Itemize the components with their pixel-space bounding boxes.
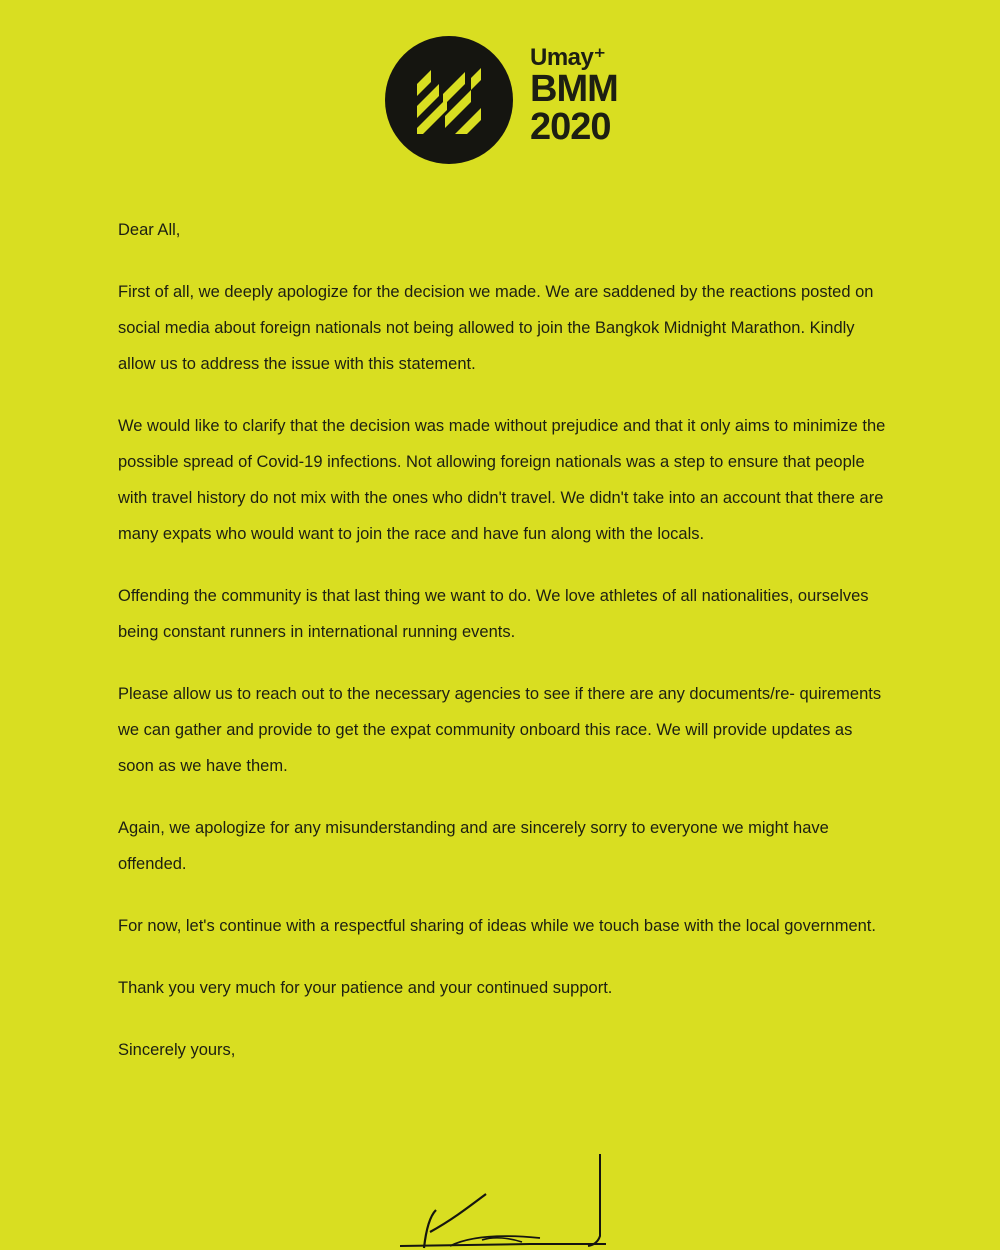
closing: Sincerely yours, [118, 1041, 236, 1059]
paragraph-7: Thank you very much for your patience and your continued support. [118, 979, 613, 997]
logo-line-1: BMM [530, 68, 618, 110]
logo-brand: Umay⁺ [530, 44, 606, 71]
paragraph-2: We would like to clarify that the decision was made without prejudice and that it only aims to minimize the possible spread of Covid-19 infections. Not allowing foreign nationals was a step to ensure that people with travel history do not mix with the ones who didn't travel. We didn't take into an account that there are many expats who would want to join the race and have fun along with the locals. [118, 417, 886, 543]
bmm-logo [383, 34, 623, 166]
logo-line-2: 2020 [530, 106, 611, 148]
paragraph-3: Offending the community is that last thing we want to do. We love athletes of all nationalities, ourselves being constant runners in international running events. [118, 587, 869, 641]
paragraph-4: Please allow us to reach out to the necessary agencies to see if there are any documents/re- quirements we can gather and provide to get the expat community onboard this race. We will provide updates as soon as we have them. [118, 685, 882, 775]
logo-wordmark [530, 46, 618, 146]
paragraph-5: Again, we apologize for any misunderstanding and are sincerely sorry to everyone we might have offended. [118, 819, 829, 873]
bmm-logo-mark-icon [383, 34, 515, 166]
paragraph-6: For now, let's continue with a respectful sharing of ideas while we touch base with the local government. [118, 917, 876, 935]
salutation: Dear All, [118, 221, 181, 239]
paragraph-1: First of all, we deeply apologize for the decision we made. We are saddened by the reactions posted on social media about foreign nationals not being allowed to join the Bangkok Midnight Marathon. Kindly allow us to address the issue with this statement. [118, 283, 874, 373]
signature-icon [390, 1150, 620, 1250]
letter-body [118, 212, 886, 1094]
